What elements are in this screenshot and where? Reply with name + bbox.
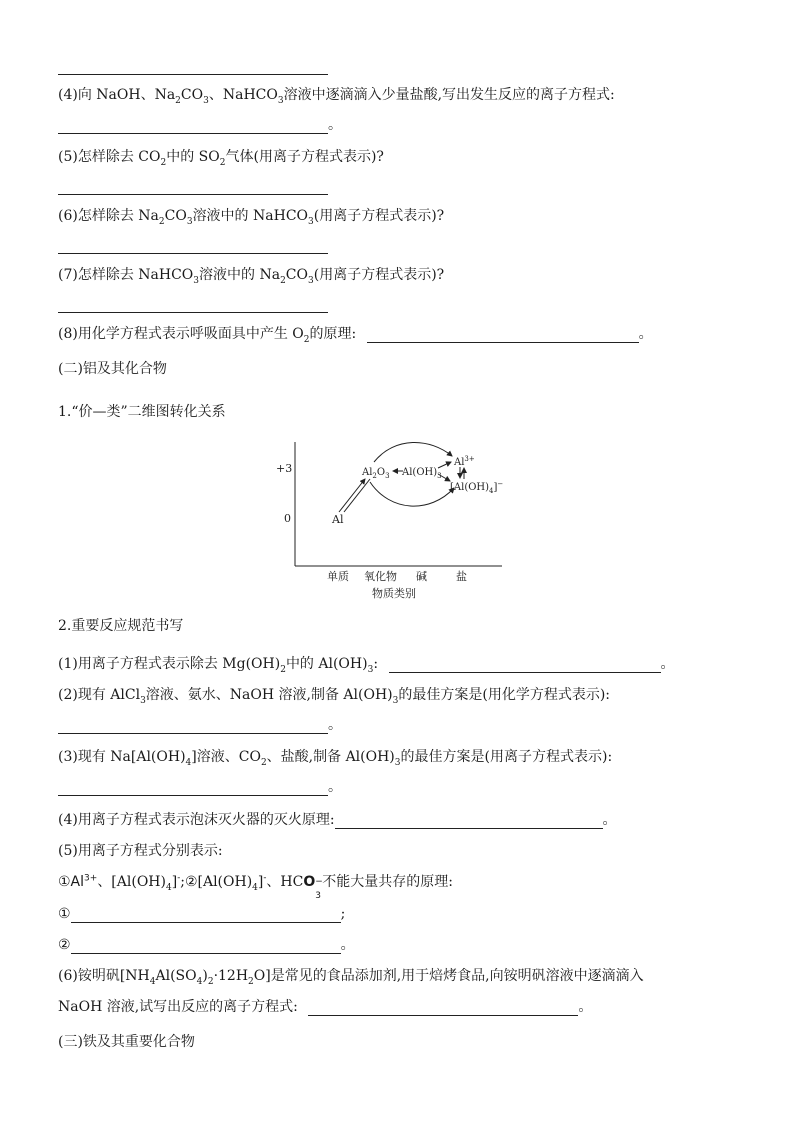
section-heading: (二)铝及其化合物	[58, 361, 167, 377]
problem-1: (1)用离子方程式表示除去 $Mg(OH)_2$中的 $Al(OH)_3$: 。	[58, 656, 675, 675]
question-6: (6)怎样除去 $Na_2CO_3$溶液中的 NaHCO$_3$(用离子方程式表示)?	[58, 208, 445, 227]
problem-5-answer-2: ② 。	[58, 937, 355, 953]
x-tick-label: 盐	[456, 570, 467, 583]
x-tick-label: 氧化物	[364, 570, 397, 583]
species-aluminate: $[Al(OH)_4]^-$	[450, 480, 504, 495]
question-7: (7)怎样除去 NaHCO$_3$溶液中的 $Na_2CO_3$(用离子方程式表示)?	[58, 267, 445, 286]
answer-blank[interactable]	[71, 908, 341, 923]
answer-blank[interactable]	[58, 119, 328, 134]
answer-line[interactable]	[58, 194, 328, 195]
problem-3-answer: 。	[58, 778, 342, 796]
answer-blank[interactable]	[389, 658, 661, 673]
problem-5-detail: $①Al^{3+}$、$[Al(OH)_4]^-;②[Al(OH)_4]^-$、HCO − 3 不能大量共存的原理:	[58, 873, 453, 901]
problem-5-answer-1: ① ;	[58, 906, 346, 922]
species-al3plus: $Al^{3+}$	[454, 455, 475, 468]
answer-line	[58, 74, 328, 75]
arrow-al2o3-to-al3plus	[374, 442, 452, 462]
arrow-al-to-al2o3-2	[344, 479, 370, 512]
problem-2-answer: 。	[58, 716, 342, 734]
problem-6: (6)铵明矾$[NH_4Al(SO_4)_2\cdot 12H_2O]$是常见的食品添加剂,用于焙烤食品,向铵明矾溶液中逐滴滴入	[58, 968, 644, 987]
answer-line[interactable]	[58, 253, 328, 254]
question-5: (5)怎样除去 $CO_2$中的 $SO_2$气体(用离子方程式表示)?	[58, 149, 384, 168]
item-heading: 1.“价—类”二维图转化关系	[58, 404, 226, 420]
x-axis-title: 物质类别	[372, 587, 416, 600]
question-4: (4)向 NaOH、$Na_2CO_3$、NaHCO$_3$溶液中逐滴滴入少量盐酸,写出发生反应的离子方程式:	[58, 87, 615, 106]
problem-4: (4)用离子方程式表示泡沫灭火器的灭火原理: 。	[58, 812, 617, 828]
question-4-answer: 。	[58, 116, 342, 134]
answer-blank[interactable]	[58, 781, 328, 796]
problem-3: (3)现有 $Na[Al(OH)_4]$溶液、$CO_2$、盐酸,制备 $Al(OH)_3$的最佳方案是(用离子方程式表示):	[58, 749, 613, 768]
species-al: Al	[332, 513, 344, 526]
x-tick-label: 碱	[416, 570, 427, 583]
arrow-aloh3-to-al3plus	[438, 462, 451, 468]
item-heading: 2.重要反应规范书写	[58, 618, 184, 634]
problem-6-cont: NaOH 溶液,试写出反应的离子方程式: 。	[58, 999, 593, 1015]
y-tick-label: 0	[284, 512, 291, 525]
answer-blank[interactable]	[308, 1001, 578, 1016]
valence-class-diagram	[270, 436, 520, 606]
answer-line[interactable]	[58, 312, 328, 313]
answer-blank[interactable]	[367, 328, 639, 343]
section-heading: (三)铁及其重要化合物	[58, 1034, 195, 1050]
species-al2o3: $Al_2O_3$	[362, 467, 390, 480]
y-tick-label: +3	[276, 462, 293, 475]
answer-blank[interactable]	[71, 939, 341, 954]
answer-blank[interactable]	[335, 814, 603, 829]
problem-5: (5)用离子方程式分别表示:	[58, 843, 223, 859]
answer-blank[interactable]	[58, 719, 328, 734]
question-8: (8)用化学方程式表示呼吸面具中产生 $O_2$的原理: 。	[58, 326, 653, 345]
species-aloh3: $Al(OH)_3$	[402, 467, 442, 480]
x-tick-label: 单质	[327, 570, 349, 583]
arrow-al-to-al2o3	[339, 479, 365, 512]
arrow-al2o3-to-aluminate	[370, 482, 454, 506]
problem-2: (2)现有 AlCl$_3$溶液、氨水、NaOH 溶液,制备 $Al(OH)_3$的最佳方案是(用化学方程式表示):	[58, 687, 611, 706]
